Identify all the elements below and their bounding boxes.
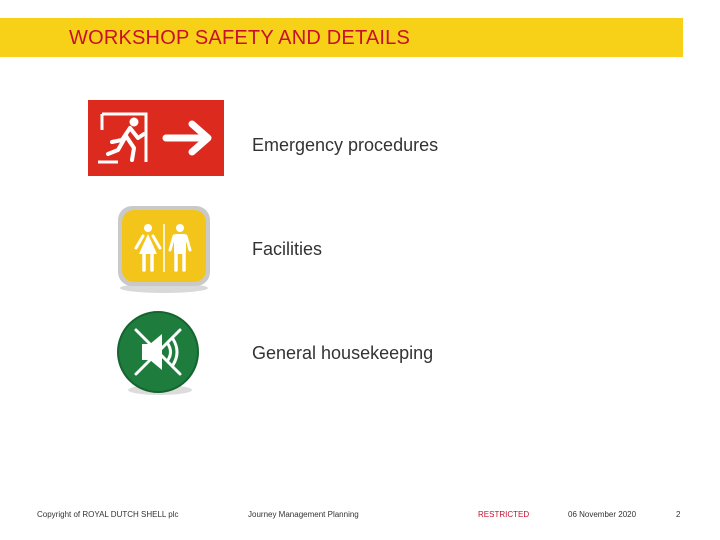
emergency-exit-icon — [88, 100, 224, 176]
slide-title: WORKSHOP SAFETY AND DETAILS — [69, 27, 411, 49]
footer-classification: RESTRICTED — [478, 510, 530, 519]
restroom-icon — [112, 204, 216, 296]
footer-page-number: 2 — [676, 510, 681, 519]
footer-copyright: Copyright of ROYAL DUTCH SHELL plc — [37, 510, 179, 519]
title-bar — [0, 18, 683, 57]
footer-project: Journey Management Planning — [248, 510, 359, 519]
item-label-housekeeping: General housekeeping — [252, 343, 434, 363]
footer-date: 06 November 2020 — [568, 510, 637, 519]
item-label-emergency: Emergency procedures — [252, 135, 439, 155]
mute-sound-icon — [116, 310, 204, 398]
item-label-facilities: Facilities — [252, 239, 323, 259]
